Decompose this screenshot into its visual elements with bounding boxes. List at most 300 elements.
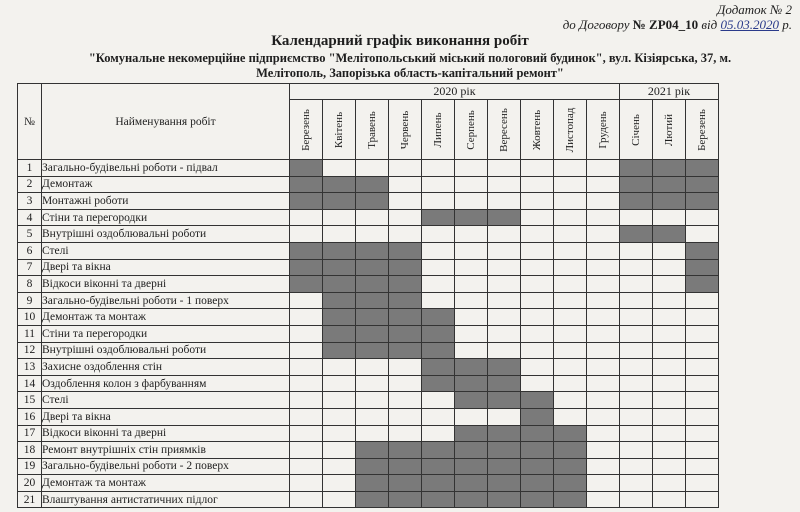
month-header — [554, 100, 587, 160]
schedule-cell — [455, 193, 488, 210]
month-header — [521, 100, 554, 160]
work-name: Оздоблення колон з фарбуванням — [42, 375, 290, 392]
addendum-header — [563, 2, 792, 32]
schedule-cell — [686, 491, 719, 508]
schedule-table — [17, 83, 719, 508]
month-label: Березень — [696, 108, 708, 151]
schedule-cell — [620, 475, 653, 492]
row-number: 6 — [18, 242, 42, 259]
contract-number: № ZP04_10 — [632, 17, 699, 32]
schedule-cell-active — [488, 475, 521, 492]
schedule-cell-active — [323, 259, 356, 276]
schedule-cell-active — [455, 425, 488, 442]
schedule-cell-active — [554, 442, 587, 459]
schedule-cell — [587, 442, 620, 459]
schedule-cell — [620, 325, 653, 342]
schedule-cell — [653, 359, 686, 376]
work-name: Монтажні роботи — [42, 193, 290, 210]
schedule-cell — [356, 408, 389, 425]
schedule-cell — [290, 442, 323, 459]
schedule-cell — [488, 160, 521, 177]
schedule-cell-active — [653, 193, 686, 210]
schedule-cell — [587, 242, 620, 259]
schedule-cell — [323, 425, 356, 442]
schedule-cell — [356, 226, 389, 243]
schedule-cell — [521, 292, 554, 309]
schedule-cell — [620, 458, 653, 475]
month-label: Липень — [432, 111, 444, 148]
schedule-cell-active — [290, 176, 323, 193]
table-row — [18, 425, 719, 442]
table-row — [18, 491, 719, 508]
schedule-cell — [488, 342, 521, 359]
schedule-cell-active — [455, 491, 488, 508]
schedule-cell — [521, 176, 554, 193]
schedule-cell — [620, 242, 653, 259]
schedule-cell — [521, 276, 554, 293]
row-number: 18 — [18, 442, 42, 459]
schedule-cell — [587, 425, 620, 442]
table-row — [18, 226, 719, 243]
schedule-cell-active — [323, 309, 356, 326]
schedule-cell — [488, 226, 521, 243]
work-name: Демонтаж — [42, 176, 290, 193]
schedule-cell-active — [389, 276, 422, 293]
schedule-cell — [422, 176, 455, 193]
row-number: 1 — [18, 160, 42, 177]
schedule-cell — [653, 292, 686, 309]
schedule-cell-active — [521, 442, 554, 459]
schedule-cell — [389, 359, 422, 376]
schedule-cell — [653, 425, 686, 442]
schedule-cell — [290, 408, 323, 425]
schedule-cell — [290, 425, 323, 442]
schedule-cell — [290, 292, 323, 309]
schedule-cell-active — [356, 342, 389, 359]
schedule-cell-active — [290, 259, 323, 276]
schedule-cell — [587, 342, 620, 359]
work-name: Демонтаж та монтаж — [42, 475, 290, 492]
schedule-cell-active — [323, 276, 356, 293]
schedule-cell-active — [488, 375, 521, 392]
schedule-cell — [422, 292, 455, 309]
schedule-cell — [290, 359, 323, 376]
schedule-cell-active — [488, 359, 521, 376]
month-label: Червень — [399, 110, 411, 149]
schedule-cell — [653, 342, 686, 359]
schedule-cell — [620, 425, 653, 442]
schedule-cell — [620, 259, 653, 276]
schedule-cell — [686, 475, 719, 492]
schedule-cell — [620, 292, 653, 309]
schedule-cell — [686, 442, 719, 459]
schedule-cell-active — [422, 491, 455, 508]
schedule-cell-active — [488, 442, 521, 459]
schedule-cell — [587, 375, 620, 392]
schedule-cell-active — [356, 193, 389, 210]
table-row — [18, 160, 719, 177]
schedule-cell — [587, 392, 620, 409]
schedule-cell-active — [389, 325, 422, 342]
schedule-cell — [422, 193, 455, 210]
schedule-cell — [323, 359, 356, 376]
document-subtitle: "Комунальне некомерційне підприємство "Мелітопольський міський пологовий будинок", вул. Кізіярська, 37, м. Мелітополь, Запорізька область-капітальний ремонт" — [88, 51, 732, 80]
month-label: Вересень — [498, 107, 510, 152]
schedule-cell-active — [455, 392, 488, 409]
schedule-cell — [356, 359, 389, 376]
schedule-cell — [422, 259, 455, 276]
schedule-cell — [554, 392, 587, 409]
table-row — [18, 442, 719, 459]
schedule-cell — [587, 160, 620, 177]
schedule-cell — [290, 342, 323, 359]
schedule-cell-active — [422, 375, 455, 392]
schedule-cell-active — [653, 226, 686, 243]
row-number: 5 — [18, 226, 42, 243]
schedule-cell — [422, 242, 455, 259]
schedule-cell — [653, 375, 686, 392]
schedule-cell-active — [554, 491, 587, 508]
schedule-cell-active — [356, 491, 389, 508]
schedule-cell — [422, 160, 455, 177]
schedule-cell — [587, 359, 620, 376]
schedule-cell-active — [290, 160, 323, 177]
schedule-cell — [587, 209, 620, 226]
schedule-cell-active — [455, 209, 488, 226]
schedule-cell-active — [455, 458, 488, 475]
table-row — [18, 309, 719, 326]
schedule-cell-active — [653, 160, 686, 177]
schedule-cell — [521, 242, 554, 259]
schedule-cell-active — [323, 193, 356, 210]
schedule-cell — [389, 176, 422, 193]
schedule-cell — [488, 193, 521, 210]
schedule-cell — [653, 408, 686, 425]
schedule-cell — [554, 242, 587, 259]
table-row — [18, 242, 719, 259]
schedule-cell-active — [620, 193, 653, 210]
date-suffix: р. — [782, 17, 792, 32]
row-number: 4 — [18, 209, 42, 226]
schedule-cell — [488, 276, 521, 293]
schedule-cell — [323, 226, 356, 243]
schedule-cell — [323, 442, 356, 459]
schedule-cell-active — [488, 209, 521, 226]
schedule-cell — [686, 408, 719, 425]
schedule-cell — [554, 226, 587, 243]
schedule-cell — [686, 392, 719, 409]
schedule-cell — [554, 176, 587, 193]
schedule-cell — [653, 475, 686, 492]
schedule-cell — [554, 209, 587, 226]
schedule-cell — [521, 309, 554, 326]
work-name: Ремонт внутрішніх стін приямків — [42, 442, 290, 459]
schedule-cell-active — [356, 458, 389, 475]
month-header — [488, 100, 521, 160]
schedule-cell-active — [488, 425, 521, 442]
table-row — [18, 276, 719, 293]
work-name: Загально-будівельні роботи - 2 поверх — [42, 458, 290, 475]
schedule-cell — [455, 242, 488, 259]
schedule-cell-active — [686, 242, 719, 259]
schedule-cell — [620, 342, 653, 359]
schedule-cell — [554, 160, 587, 177]
work-name: Внутрішні оздоблювальні роботи — [42, 226, 290, 243]
schedule-cell-active — [356, 292, 389, 309]
row-number: 20 — [18, 475, 42, 492]
schedule-cell-active — [422, 442, 455, 459]
schedule-cell — [620, 442, 653, 459]
schedule-cell-active — [521, 392, 554, 409]
schedule-cell-active — [356, 276, 389, 293]
schedule-cell-active — [488, 491, 521, 508]
month-label: Грудень — [597, 110, 609, 149]
month-header — [686, 100, 719, 160]
schedule-cell — [587, 176, 620, 193]
work-name: Стелі — [42, 242, 290, 259]
month-header — [323, 100, 356, 160]
schedule-cell — [323, 408, 356, 425]
table-row — [18, 359, 719, 376]
table-row — [18, 342, 719, 359]
schedule-cell — [455, 160, 488, 177]
schedule-cell — [455, 309, 488, 326]
work-name: Стелі — [42, 392, 290, 409]
schedule-cell-active — [620, 160, 653, 177]
schedule-cell — [323, 160, 356, 177]
schedule-cell — [455, 176, 488, 193]
schedule-cell — [521, 359, 554, 376]
month-label: Листопад — [564, 107, 576, 152]
work-name: Відкоси віконні та дверні — [42, 425, 290, 442]
schedule-cell-active — [554, 425, 587, 442]
table-row — [18, 408, 719, 425]
schedule-cell-active — [356, 309, 389, 326]
schedule-cell — [290, 375, 323, 392]
schedule-cell — [620, 209, 653, 226]
row-number: 17 — [18, 425, 42, 442]
schedule-cell — [422, 392, 455, 409]
schedule-cell — [653, 392, 686, 409]
work-name: Влаштування антистатичних підлог — [42, 491, 290, 508]
contract-prefix: до Договору — [562, 17, 630, 32]
schedule-cell — [290, 325, 323, 342]
month-header — [290, 100, 323, 160]
schedule-cell — [686, 342, 719, 359]
schedule-cell — [290, 491, 323, 508]
schedule-cell — [455, 226, 488, 243]
row-number: 9 — [18, 292, 42, 309]
schedule-cell — [686, 458, 719, 475]
schedule-cell-active — [323, 292, 356, 309]
schedule-cell — [653, 458, 686, 475]
row-number: 12 — [18, 342, 42, 359]
schedule-cell-active — [686, 193, 719, 210]
schedule-cell — [587, 458, 620, 475]
schedule-cell — [389, 209, 422, 226]
schedule-cell-active — [389, 309, 422, 326]
schedule-cell — [323, 375, 356, 392]
column-header-work-name: Найменування робіт — [42, 84, 290, 160]
schedule-cell — [356, 160, 389, 177]
schedule-cell — [455, 292, 488, 309]
schedule-cell — [521, 193, 554, 210]
schedule-cell — [686, 325, 719, 342]
table-row — [18, 292, 719, 309]
row-number: 13 — [18, 359, 42, 376]
row-number: 16 — [18, 408, 42, 425]
schedule-cell — [290, 392, 323, 409]
table-row — [18, 193, 719, 210]
schedule-cell — [290, 458, 323, 475]
schedule-cell — [686, 375, 719, 392]
schedule-cell-active — [389, 242, 422, 259]
schedule-cell-active — [323, 342, 356, 359]
schedule-cell — [587, 276, 620, 293]
schedule-cell — [422, 226, 455, 243]
schedule-cell — [488, 292, 521, 309]
schedule-cell — [587, 475, 620, 492]
schedule-cell-active — [422, 342, 455, 359]
schedule-cell — [653, 442, 686, 459]
schedule-cell — [587, 408, 620, 425]
schedule-cell — [587, 259, 620, 276]
schedule-cell — [488, 309, 521, 326]
schedule-cell — [620, 375, 653, 392]
schedule-cell — [587, 226, 620, 243]
schedule-cell — [686, 425, 719, 442]
schedule-cell — [488, 242, 521, 259]
schedule-cell — [389, 408, 422, 425]
month-label: Жовтень — [531, 109, 543, 150]
row-number: 14 — [18, 375, 42, 392]
schedule-cell — [587, 491, 620, 508]
schedule-cell — [455, 325, 488, 342]
schedule-cell-active — [455, 375, 488, 392]
schedule-cell — [290, 209, 323, 226]
schedule-cell — [455, 276, 488, 293]
table-row — [18, 176, 719, 193]
schedule-cell-active — [389, 292, 422, 309]
schedule-cell-active — [356, 442, 389, 459]
schedule-cell-active — [686, 160, 719, 177]
schedule-cell — [323, 475, 356, 492]
schedule-cell-active — [389, 491, 422, 508]
handwritten-date: 05.03.2020 — [720, 17, 779, 32]
row-number: 19 — [18, 458, 42, 475]
schedule-cell-active — [389, 442, 422, 459]
table-row — [18, 458, 719, 475]
work-name: Стіни та перегородки — [42, 209, 290, 226]
schedule-cell-active — [389, 458, 422, 475]
schedule-cell-active — [455, 475, 488, 492]
schedule-cell-active — [323, 325, 356, 342]
schedule-cell — [422, 408, 455, 425]
schedule-cell — [554, 408, 587, 425]
schedule-cell-active — [422, 359, 455, 376]
document-title: Календарний графік виконання робіт — [271, 33, 529, 49]
schedule-cell — [620, 392, 653, 409]
table-row — [18, 259, 719, 276]
schedule-cell — [488, 325, 521, 342]
table-row — [18, 475, 719, 492]
schedule-cell — [653, 276, 686, 293]
contract-reference — [563, 17, 792, 32]
schedule-cell-active — [554, 458, 587, 475]
schedule-cell-active — [389, 259, 422, 276]
month-label: Лютий — [663, 113, 675, 146]
schedule-cell — [587, 325, 620, 342]
schedule-cell — [323, 458, 356, 475]
schedule-cell — [554, 276, 587, 293]
row-number: 8 — [18, 276, 42, 293]
schedule-cell — [620, 408, 653, 425]
schedule-cell-active — [422, 325, 455, 342]
schedule-cell — [389, 392, 422, 409]
schedule-cell — [521, 325, 554, 342]
schedule-cell-active — [290, 193, 323, 210]
table-row — [18, 392, 719, 409]
schedule-cell — [653, 309, 686, 326]
date-prefix: від — [701, 17, 718, 32]
schedule-cell — [653, 242, 686, 259]
schedule-cell — [686, 359, 719, 376]
schedule-cell — [620, 491, 653, 508]
schedule-cell-active — [356, 176, 389, 193]
schedule-cell-active — [422, 458, 455, 475]
month-header — [620, 100, 653, 160]
schedule-cell — [653, 325, 686, 342]
schedule-cell-active — [554, 475, 587, 492]
schedule-cell — [488, 408, 521, 425]
schedule-cell-active — [422, 475, 455, 492]
schedule-cell — [356, 392, 389, 409]
work-name: Загально-будівельні роботи - 1 поверх — [42, 292, 290, 309]
schedule-cell — [455, 408, 488, 425]
schedule-cell-active — [290, 276, 323, 293]
month-header — [653, 100, 686, 160]
schedule-cell — [620, 359, 653, 376]
schedule-cell — [389, 375, 422, 392]
schedule-cell — [653, 259, 686, 276]
month-header — [455, 100, 488, 160]
month-header — [422, 100, 455, 160]
schedule-cell-active — [521, 458, 554, 475]
schedule-cell — [554, 309, 587, 326]
schedule-cell — [455, 259, 488, 276]
schedule-cell-active — [323, 176, 356, 193]
schedule-cell — [389, 425, 422, 442]
schedule-cell-active — [620, 226, 653, 243]
column-header-number: № — [18, 84, 42, 160]
schedule-cell — [554, 193, 587, 210]
schedule-cell — [587, 193, 620, 210]
schedule-cell — [554, 292, 587, 309]
row-number: 21 — [18, 491, 42, 508]
schedule-cell-active — [455, 442, 488, 459]
schedule-cell — [686, 309, 719, 326]
schedule-cell-active — [356, 242, 389, 259]
work-name: Внутрішні оздоблювальні роботи — [42, 342, 290, 359]
schedule-cell-active — [356, 259, 389, 276]
schedule-cell — [521, 160, 554, 177]
schedule-cell — [488, 176, 521, 193]
row-number: 3 — [18, 193, 42, 210]
schedule-cell — [554, 325, 587, 342]
schedule-cell — [323, 209, 356, 226]
schedule-cell-active — [521, 425, 554, 442]
schedule-cell-active — [686, 259, 719, 276]
